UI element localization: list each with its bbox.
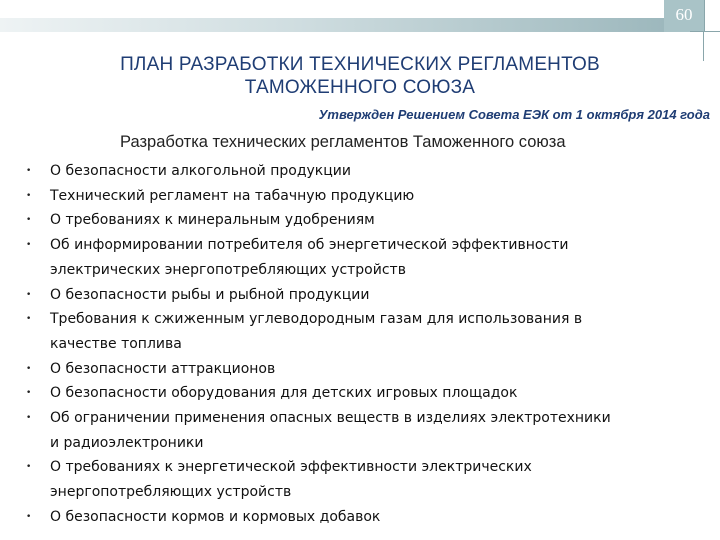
header-bar <box>0 18 664 32</box>
section-subheading: Разработка технических регламентов Таможенного союза <box>120 133 566 151</box>
bullet-icon: • <box>26 166 32 176</box>
list-item-text: О требованиях к минеральным удобрениям <box>50 212 375 229</box>
list-item-text: качестве топлива <box>50 335 182 352</box>
list-item-text: Требования к сжиженным углеводородным газам для использования в <box>50 311 583 328</box>
list-item <box>18 406 708 455</box>
bullet-icon: • <box>26 190 32 201</box>
list-item-text: энергопотребляющих устройств <box>50 484 292 501</box>
bullet-icon: • <box>26 363 32 374</box>
list-item-text: О безопасности оборудования для детских игровых площадок <box>50 385 518 402</box>
list-item <box>18 283 708 308</box>
regulations-list <box>18 159 708 530</box>
bullet-icon: • <box>26 511 32 522</box>
list-item <box>18 208 708 233</box>
list-item <box>18 233 708 282</box>
list-item-text: О безопасности кормов и кормовых добавок <box>50 508 381 525</box>
corner-line-horizontal <box>690 31 720 32</box>
bullet-icon: • <box>26 240 32 251</box>
list-item-text: О безопасности аттракционов <box>50 360 276 377</box>
bullet-icon: • <box>26 289 32 300</box>
list-item-text: О требованиях к энергетической эффективности электрических <box>50 459 532 476</box>
slide-title-line: ПЛАН РАЗРАБОТКИ ТЕХНИЧЕСКИХ РЕГЛАМЕНТОВ <box>120 54 600 75</box>
list-item-text: и радиоэлектроники <box>50 434 204 451</box>
list-item-text: Об информировании потребителя об энергетической эффективности <box>50 237 569 254</box>
approval-note: Утвержден Решением Совета ЕЭК от 1 октября 2014 года <box>318 107 710 122</box>
list-item <box>18 159 708 184</box>
slide-title-line: ТАМОЖЕННОГО СОЮЗА <box>244 77 476 98</box>
bullet-icon: • <box>26 314 32 325</box>
list-item-text: электрических энергопотребляющих устройств <box>50 261 406 278</box>
list-item-text: Об ограничении применения опасных веществ в изделиях электротехники <box>50 410 611 427</box>
slide-title <box>20 53 700 99</box>
bullet-icon: • <box>26 413 32 424</box>
bullet-icon: • <box>26 388 32 399</box>
list-item <box>18 307 708 356</box>
corner-line-vertical <box>703 31 704 61</box>
list-item-text: Технический регламент на табачную продукцию <box>50 187 415 204</box>
list-item-text: О безопасности алкогольной продукции <box>50 163 351 179</box>
list-item-text: О безопасности рыбы и рыбной продукции <box>50 286 370 303</box>
list-item <box>18 381 708 406</box>
list-item <box>18 357 708 382</box>
bullet-icon: • <box>26 215 32 226</box>
bullet-icon: • <box>26 462 32 473</box>
list-item <box>18 184 708 209</box>
list-item <box>18 455 708 504</box>
page-number: 60 <box>675 5 693 24</box>
list-item <box>18 505 708 530</box>
